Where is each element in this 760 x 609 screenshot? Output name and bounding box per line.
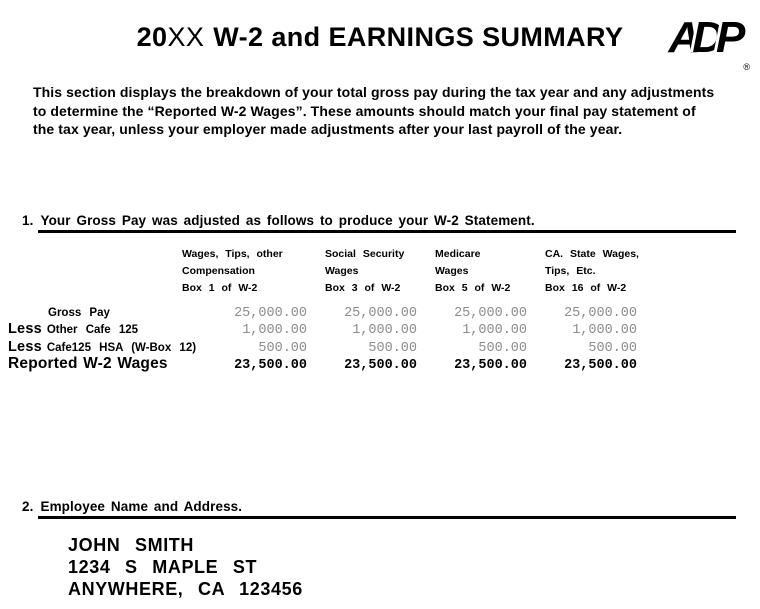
amount-box3: 25,000.00 bbox=[344, 305, 417, 321]
amount-box16: 25,000.00 bbox=[564, 305, 637, 321]
adp-logo-letter-d: D bbox=[692, 13, 724, 62]
table-row-less-hsa bbox=[8, 338, 760, 356]
section-2-heading bbox=[22, 499, 760, 514]
wages-table-header bbox=[8, 246, 760, 297]
column-header-box3 bbox=[307, 246, 417, 297]
table-row-less-cafe125 bbox=[8, 320, 760, 338]
amount-box16: 23,500.00 bbox=[564, 358, 637, 373]
amount-box5: 23,500.00 bbox=[454, 358, 527, 373]
section-2-divider bbox=[38, 516, 736, 519]
column-header-line: Box 16 of W-2 bbox=[545, 281, 627, 294]
amount-box16: 1,000.00 bbox=[572, 323, 637, 338]
adp-logo-letter-a: A bbox=[668, 13, 701, 62]
row-label bbox=[8, 303, 180, 321]
employee-street: 1234 S MAPLE ST bbox=[68, 556, 258, 577]
registered-trademark-icon: ® bbox=[743, 62, 750, 72]
column-header-line: Compensation bbox=[182, 264, 255, 277]
column-header-box1 bbox=[180, 246, 307, 297]
row-label-prefix: Less bbox=[8, 321, 42, 337]
column-header-line: Box 3 of W-2 bbox=[325, 281, 401, 294]
amount-box5: 500.00 bbox=[478, 340, 527, 356]
column-header-line: Box 1 of W-2 bbox=[182, 281, 258, 294]
section-gross-pay-adjustments bbox=[0, 213, 760, 373]
column-header-line: Wages bbox=[325, 264, 359, 277]
column-header-line: Medicare bbox=[435, 247, 481, 260]
column-header-line: Wages bbox=[435, 264, 469, 277]
employee-city-state-zip: ANYWHERE, CA 123456 bbox=[68, 578, 303, 599]
column-header-line: Tips, Etc. bbox=[545, 264, 596, 277]
amount-box1: 500.00 bbox=[258, 340, 307, 356]
wages-table-body bbox=[8, 303, 760, 373]
adp-logo-letter-p: P bbox=[716, 13, 746, 62]
table-row-reported-w2-wages bbox=[8, 355, 760, 373]
column-header-box5 bbox=[417, 246, 527, 297]
amount-box1: 25,000.00 bbox=[234, 305, 307, 321]
row-label-prefix: Less bbox=[8, 338, 42, 355]
intro-line-1: This section displays the breakdown of your total gross pay during the tax year and any adjustments bbox=[33, 84, 715, 100]
amount-box5: 25,000.00 bbox=[454, 305, 527, 321]
wages-table bbox=[8, 246, 760, 373]
row-label-text: Reported W-2 Wages bbox=[8, 355, 168, 372]
page-title bbox=[137, 22, 624, 53]
amount-box16: 500.00 bbox=[588, 340, 637, 356]
title-year-bold: 20 bbox=[136, 22, 168, 52]
column-header-box16 bbox=[527, 246, 637, 297]
row-label-text: Other Cafe 125 bbox=[46, 324, 139, 336]
title-text: W-2 and EARNINGS SUMMARY bbox=[213, 22, 624, 52]
title-year-placeholder: XX bbox=[167, 22, 205, 52]
section-1-number: 1. bbox=[22, 212, 34, 228]
amount-box5: 1,000.00 bbox=[462, 323, 527, 338]
row-label-text: Gross Pay bbox=[48, 306, 110, 319]
intro-paragraph bbox=[33, 83, 739, 139]
row-label bbox=[8, 338, 197, 356]
section-employee-name-address bbox=[0, 499, 760, 600]
section-2-number: 2. bbox=[22, 498, 34, 514]
column-header-line: Box 5 of W-2 bbox=[435, 281, 511, 294]
employee-name: JOHN SMITH bbox=[68, 534, 195, 555]
header-spacer bbox=[8, 246, 180, 297]
amount-box1: 23,500.00 bbox=[234, 358, 307, 373]
amount-box3: 23,500.00 bbox=[344, 358, 417, 373]
row-label bbox=[8, 320, 180, 338]
document-header bbox=[0, 0, 760, 72]
section-2-title: Employee Name and Address. bbox=[40, 498, 243, 514]
adp-logo bbox=[654, 13, 750, 72]
intro-line-3: the tax year, unless your employer made adjustments after your last payroll of the year. bbox=[33, 121, 623, 137]
column-header-line: Wages, Tips, other bbox=[182, 247, 283, 260]
amount-box1: 1,000.00 bbox=[242, 323, 307, 338]
amount-box3: 500.00 bbox=[368, 340, 417, 356]
column-header-line: Social Security bbox=[325, 247, 405, 260]
table-row-gross-pay bbox=[8, 303, 760, 321]
section-1-title: Your Gross Pay was adjusted as follows to produce your W-2 Statement. bbox=[40, 212, 535, 228]
amount-box3: 1,000.00 bbox=[352, 323, 417, 338]
section-1-heading bbox=[22, 213, 760, 228]
row-label bbox=[8, 355, 180, 373]
column-header-line: CA. State Wages, bbox=[545, 247, 639, 260]
row-label-text: Cafe125 HSA (W-Box 12) bbox=[46, 341, 197, 354]
employee-address-block bbox=[68, 534, 760, 600]
intro-line-2: to determine the “Reported W-2 Wages”. These amounts should match your final pay statement of bbox=[33, 102, 696, 119]
section-1-divider bbox=[38, 230, 736, 233]
